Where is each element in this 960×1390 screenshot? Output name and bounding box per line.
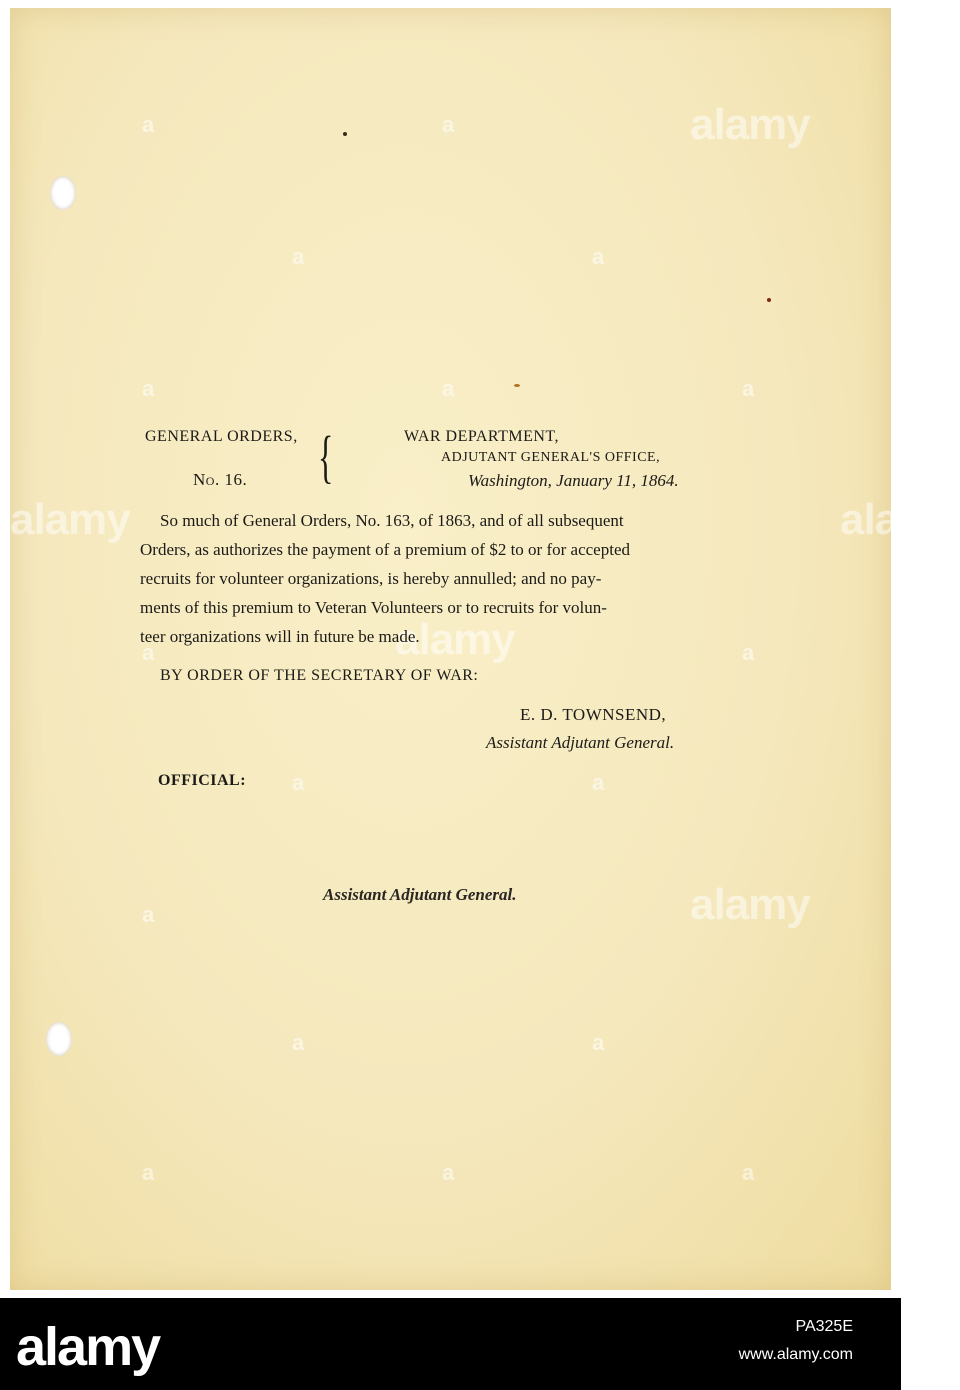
watermark-mark: a [742, 376, 755, 401]
watermark-logo: alamy [690, 880, 810, 929]
ink-speck [343, 132, 347, 136]
watermark-logo: alamy [840, 495, 960, 544]
footer-bar [0, 1298, 901, 1390]
watermark-mark: a [292, 770, 305, 795]
ink-speck [767, 298, 771, 302]
watermark-mark: a [592, 770, 605, 795]
order-number: No. 16. [193, 470, 248, 489]
punch-hole-bottom [46, 1022, 72, 1056]
punch-hole-top [50, 176, 76, 210]
watermark-mark: a [742, 1160, 755, 1185]
watermark-logo: alamy [395, 615, 515, 664]
office-title: ADJUTANT GENERAL'S OFFICE, [441, 450, 661, 465]
general-orders-title: GENERAL ORDERS, [145, 428, 298, 445]
watermark-mark: a [292, 1030, 305, 1055]
watermark-mark: a [142, 902, 155, 927]
body-line: recruits for volunteer organizations, is hereby annulled; and no pay- [140, 569, 602, 588]
footer-logo: alamy [16, 1317, 160, 1377]
watermark-mark: a [142, 112, 155, 137]
body-line: ments of this premium to Veteran Volunteers or to recruits for volun- [140, 598, 607, 617]
watermark-mark: a [592, 1030, 605, 1055]
watermark-mark: a [442, 112, 455, 137]
order-attribution: BY ORDER OF THE SECRETARY OF WAR: [160, 667, 479, 684]
watermark-mark: a [292, 244, 305, 269]
footer-url: www.alamy.com [738, 1346, 853, 1363]
body-line: teer organizations will in future be made. [140, 627, 420, 646]
watermark-logo: alamy [10, 495, 130, 544]
watermark-mark: a [142, 640, 155, 665]
place-and-date: Washington, January 11, 1864. [468, 471, 679, 490]
watermark-mark: a [442, 376, 455, 401]
body-line: So much of General Orders, No. 163, of 1863, and of all subsequent [160, 511, 624, 530]
watermark-mark: a [442, 1160, 455, 1185]
official-label: OFFICIAL: [158, 772, 247, 789]
body-line: Orders, as authorizes the payment of a premium of $2 to or for accepted [140, 540, 630, 559]
official-title: Assistant Adjutant General. [323, 885, 517, 904]
brace-divider: { [318, 424, 334, 489]
signature-title: Assistant Adjutant General. [486, 733, 675, 752]
watermark-mark: a [142, 376, 155, 401]
watermark-logo: alamy [690, 100, 810, 149]
department-title: WAR DEPARTMENT, [404, 428, 559, 445]
watermark-mark: a [142, 1160, 155, 1185]
watermark-mark: a [742, 640, 755, 665]
signature-name: E. D. TOWNSEND, [520, 705, 667, 724]
image-id: PA325E [795, 1318, 853, 1335]
ink-speck [514, 384, 520, 387]
watermark-mark: a [592, 244, 605, 269]
